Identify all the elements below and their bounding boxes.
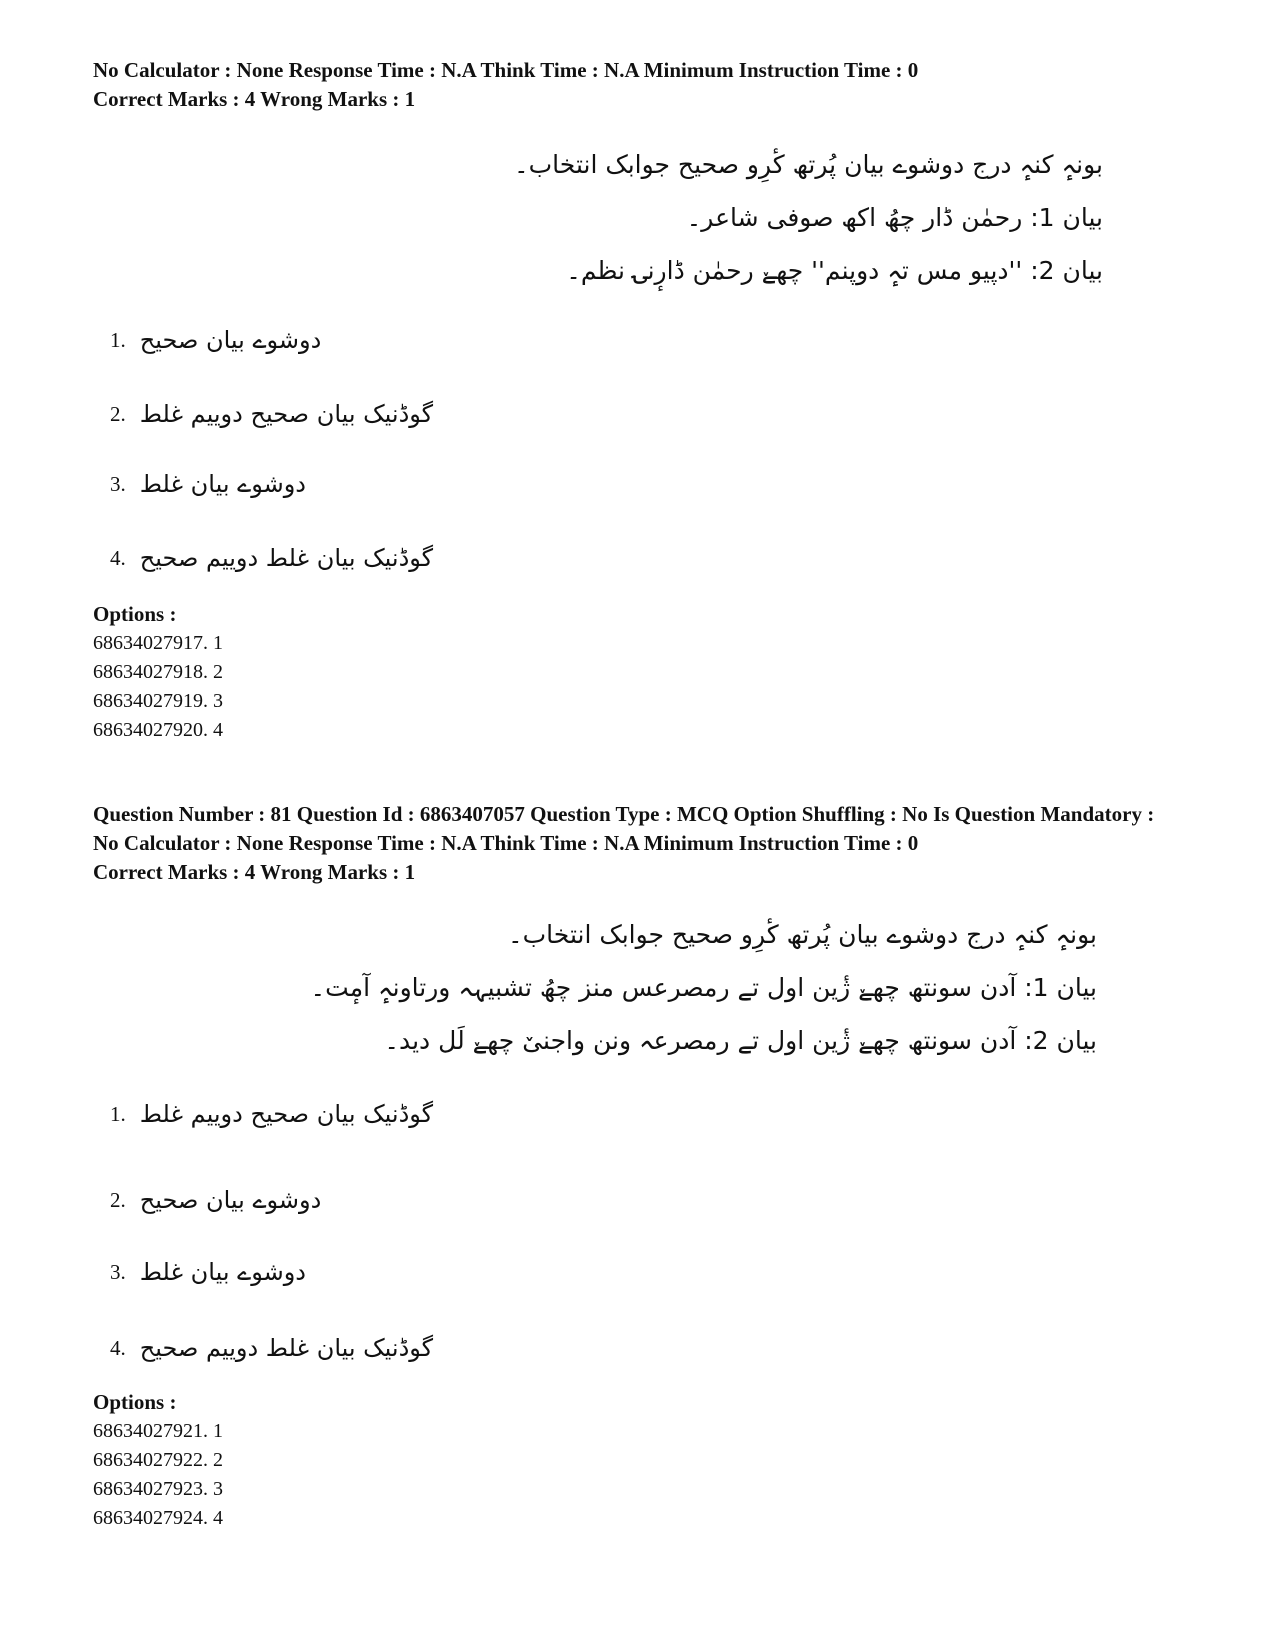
q81-option-id-4: 68634027924. 4 xyxy=(93,1507,223,1529)
q81-stem-statement-1: بیان 1: آدن سونتھ چھےٚ ژٔین اول تے رمصرعس منز چھُ تشبیہہ ورتاونہٕ آمٕت۔ xyxy=(310,973,1097,1002)
q81-options-list xyxy=(93,1388,223,1533)
q80-option-id-4: 68634027920. 4 xyxy=(93,719,223,741)
q81-choice-1-number: 1. xyxy=(110,1101,126,1126)
q80-question-stem xyxy=(514,138,1103,297)
q81-choice-3-number: 3. xyxy=(110,1259,126,1284)
q80-choice-2-text: گوڈنیک بیان صحیح دوییم غلط xyxy=(139,400,434,428)
q80-choice-3-number: 3. xyxy=(110,471,126,496)
q80-stem-statement-2: بیان 2: ''دپیو مس تہٕ دوپنم'' چھےٚ رحمٰن ڈارٕنۍ نظم۔ xyxy=(566,256,1103,285)
q81-question-stem xyxy=(311,908,1098,1067)
q80-option-id-1: 68634027917. 1 xyxy=(93,632,223,654)
q81-choice-4[interactable] xyxy=(110,1334,433,1362)
q80-choice-1-number: 1. xyxy=(110,327,126,352)
q81-choice-3[interactable] xyxy=(110,1258,306,1286)
q80-option-id-2: 68634027918. 2 xyxy=(93,661,223,683)
q80-options-list xyxy=(93,600,223,745)
q81-stem-statement-2: بیان 2: آدن سونتھ چھےٚ ژٔین اول تے رمصرعہ ونن واجنیٚ چھےٚ لَل دید۔ xyxy=(384,1026,1097,1055)
q81-choice-1-text: گوڈنیک بیان صحیح دوییم غلط xyxy=(139,1100,434,1128)
q81-choice-4-number: 4. xyxy=(110,1335,126,1360)
q80-option-id-3: 68634027919. 3 xyxy=(93,690,223,712)
q81-option-id-1: 68634027921. 1 xyxy=(93,1420,223,1442)
q80-choice-1[interactable] xyxy=(110,326,321,354)
q80-choice-4-number: 4. xyxy=(110,545,126,570)
q81-stem-instruction: بونہٕ کنہٕ درج دوشوے بیان پُرتھ کٔرِو صحیح جوابک انتخاب۔ xyxy=(508,920,1097,949)
q80-choice-1-text: دوشوے بیان صحیح xyxy=(139,326,322,354)
q81-choice-3-text: دوشوے بیان غلط xyxy=(139,1258,306,1286)
q80-choice-4-text: گوڈنیک بیان غلط دوییم صحیح xyxy=(139,544,434,572)
q80-stem-instruction: بونہٕ کنہٕ درج دوشوے بیان پُرتھ کٔرِو صحیح جوابک انتخاب۔ xyxy=(514,150,1103,179)
q81-choice-2-number: 2. xyxy=(110,1187,126,1212)
q80-stem-statement-1: بیان 1: رحمٰن ڈار چھُ اکھ صوفی شاعر۔ xyxy=(686,203,1103,232)
q81-options-title: Options : xyxy=(93,1390,177,1414)
q81-meta-line-3: Correct Marks : 4 Wrong Marks : 1 xyxy=(93,860,416,884)
q81-choice-1[interactable] xyxy=(110,1100,433,1128)
q80-choice-3-text: دوشوے بیان غلط xyxy=(139,470,306,498)
q81-option-id-2: 68634027922. 2 xyxy=(93,1449,223,1471)
q81-choice-4-text: گوڈنیک بیان غلط دوییم صحیح xyxy=(139,1334,434,1362)
q80-choice-2-number: 2. xyxy=(110,401,126,426)
q80-choice-3[interactable] xyxy=(110,470,306,498)
q80-choice-2[interactable] xyxy=(110,400,433,428)
q80-options-title: Options : xyxy=(93,602,177,626)
q81-choice-2-text: دوشوے بیان صحیح xyxy=(139,1186,322,1214)
q80-choice-4[interactable] xyxy=(110,544,433,572)
q81-option-id-3: 68634027923. 3 xyxy=(93,1478,223,1500)
q80-meta-line-2: Correct Marks : 4 Wrong Marks : 1 xyxy=(93,87,416,111)
q81-choice-2[interactable] xyxy=(110,1186,321,1214)
q81-meta-line-1: Question Number : 81 Question Id : 6863407057 Question Type : MCQ Option Shuffling : No Is Question Mandatory : xyxy=(93,802,1155,826)
q80-meta-line-1: No Calculator : None Response Time : N.A Think Time : N.A Minimum Instruction Time : 0 xyxy=(93,58,919,82)
q81-meta-line-2: No Calculator : None Response Time : N.A Think Time : N.A Minimum Instruction Time : 0 xyxy=(93,831,919,855)
